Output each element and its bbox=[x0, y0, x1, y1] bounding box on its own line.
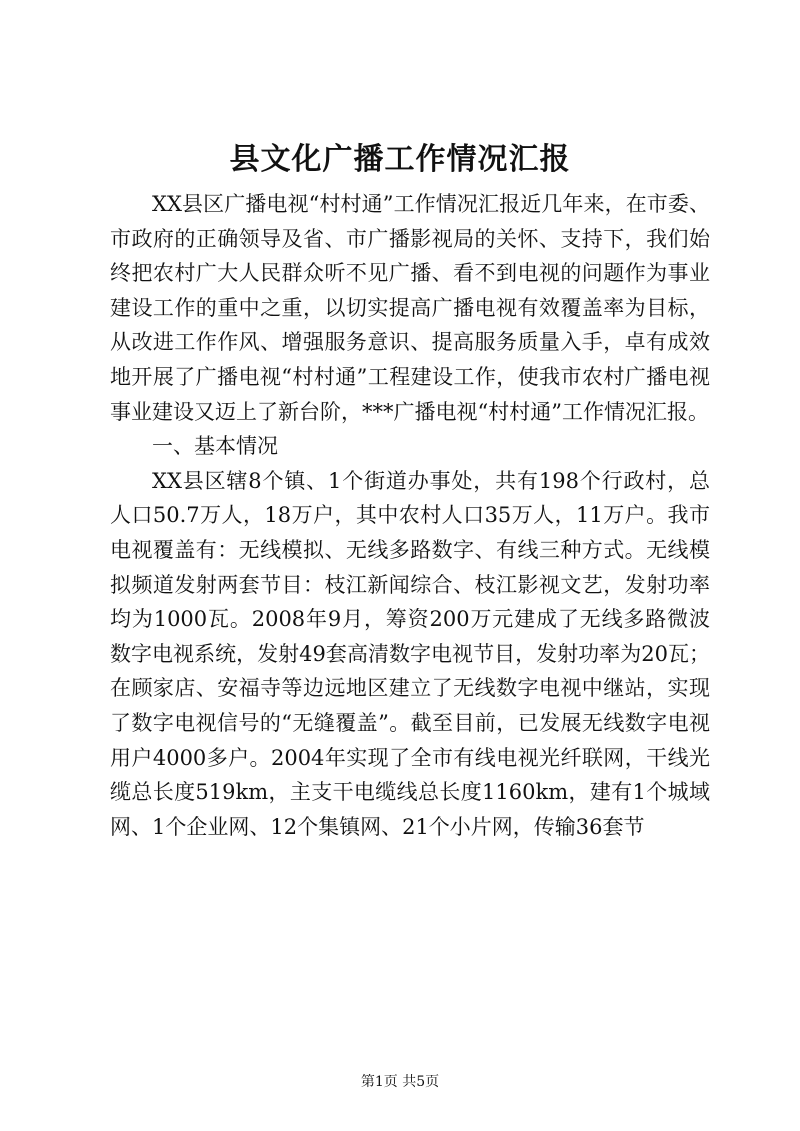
document-body bbox=[110, 187, 710, 844]
paragraph-basic-situation: XX县区辖8个镇、1个街道办事处，共有198个行政村，总人口50.7万人，18万户，其中农村人口35万人，11万户。我市电视覆盖有：无线模拟、无线多路数字、有线三种方式。无线模拟频道发射两套节目：枝江新闻综合、枝江影视文艺，发射功率均为1000瓦。2008年9月，筹资200万元建成了无线多路微波数字电视系统，发射49套高清数字电视节目，发射功率为20瓦；在顾家店、安福寺等边远地区建立了无线数字电视中继站，实现了数字电视信号的“无缝覆盖”。截至目前，已发展无线数字电视用户4000多户。2004年实现了全市有线电视光纤联网，干线光缆总长度519km，主支干电缆线总长度1160km，建有1个城域网、1个企业网、12个集镇网、21个小片网，传输36套节 bbox=[110, 468, 710, 839]
document-title: 县文化广播工作情况汇报 bbox=[229, 142, 571, 177]
section-heading-basic-situation: 一、基本情况 bbox=[152, 434, 278, 459]
page-number-footer: 第1页 共5页 bbox=[360, 1074, 440, 1090]
paragraph-intro: XX县区广播电视“村村通”工作情况汇报近几年来，在市委、市政府的正确领导及省、市广播影视局的关怀、支持下，我们始终把农村广大人民群众听不见广播、看不到电视的问题作为事业建设工作的重中之重，以切实提高广播电视有效覆盖率为目标，从改进工作作风、增强服务意识、提高服务质量入手，卓有成效地开展了广播电视“村村通”工程建设工作，使我市农村广播电视事业建设又迈上了新台阶，***广播电视“村村通”工作情况汇报。 bbox=[110, 192, 710, 424]
